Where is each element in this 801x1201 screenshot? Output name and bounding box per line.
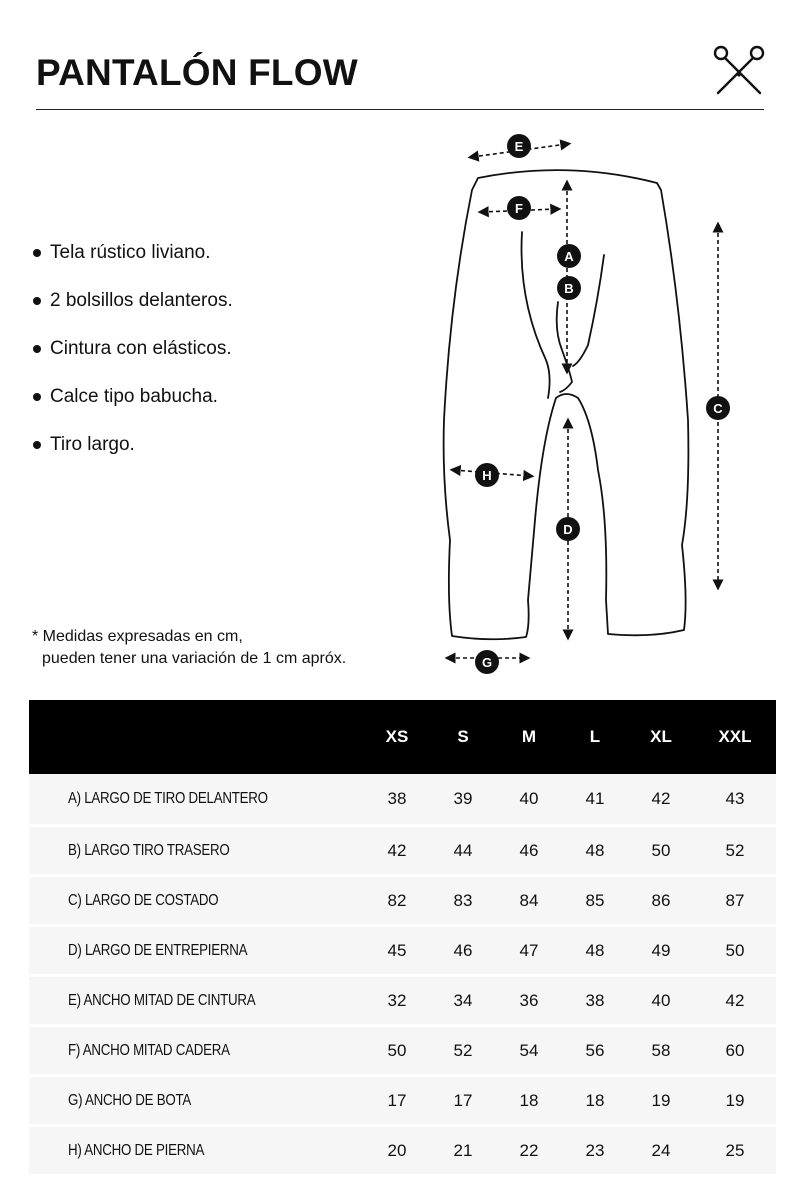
table-cell: 50 [364, 1026, 430, 1076]
svg-text:E: E [514, 139, 524, 154]
row-label: H) ANCHO DE PIERNA [29, 1126, 364, 1175]
table-cell: 49 [628, 926, 694, 976]
dimension-label-a [557, 244, 581, 268]
dimension-label-c [706, 396, 730, 420]
size-table [29, 700, 776, 1174]
table-row [29, 1076, 776, 1126]
size-header-row [29, 700, 776, 774]
header-size-l: L [562, 700, 628, 774]
table-cell: 17 [430, 1076, 496, 1126]
table-cell: 19 [694, 1076, 776, 1126]
pants-diagram [430, 128, 760, 680]
table-cell: 39 [430, 774, 496, 826]
scissors-icon [712, 44, 766, 96]
table-cell: 40 [496, 774, 562, 826]
table-cell: 41 [562, 774, 628, 826]
row-label: C) LARGO DE COSTADO [29, 876, 364, 926]
table-cell: 20 [364, 1126, 430, 1175]
table-cell: 82 [364, 876, 430, 926]
table-cell: 56 [562, 1026, 628, 1076]
table-cell: 17 [364, 1076, 430, 1126]
table-cell: 42 [694, 976, 776, 1026]
table-cell: 43 [694, 774, 776, 826]
feature-item: Tiro largo. [30, 432, 233, 480]
table-cell: 85 [562, 876, 628, 926]
table-cell: 32 [364, 976, 430, 1026]
table-row [29, 1126, 776, 1175]
table-cell: 52 [430, 1026, 496, 1076]
svg-text:F: F [515, 201, 523, 216]
dimension-label-d [556, 517, 580, 541]
table-row [29, 1026, 776, 1076]
page-title: PANTALÓN FLOW [36, 52, 358, 93]
row-label: E) ANCHO MITAD DE CINTURA [29, 976, 364, 1026]
row-label: G) ANCHO DE BOTA [29, 1076, 364, 1126]
header-size-xxl: XXL [694, 700, 776, 774]
table-cell: 44 [430, 826, 496, 876]
header-size-xs: XS [364, 700, 430, 774]
table-cell: 50 [628, 826, 694, 876]
table-row [29, 774, 776, 826]
note-line-1: * Medidas expresadas en cm, [32, 628, 243, 645]
table-cell: 21 [430, 1126, 496, 1175]
svg-text:D: D [563, 522, 573, 537]
table-cell: 23 [562, 1126, 628, 1175]
table-cell: 48 [562, 826, 628, 876]
table-cell: 58 [628, 1026, 694, 1076]
svg-text:H: H [482, 468, 492, 483]
header-divider [36, 109, 764, 110]
table-cell: 87 [694, 876, 776, 926]
feature-item: Tela rústico liviano. [30, 240, 233, 288]
table-cell: 36 [496, 976, 562, 1026]
header-size-s: S [430, 700, 496, 774]
table-cell: 84 [496, 876, 562, 926]
table-cell: 52 [694, 826, 776, 876]
table-cell: 47 [496, 926, 562, 976]
table-cell: 38 [562, 976, 628, 1026]
header-blank [29, 700, 364, 774]
measurement-note [32, 626, 346, 670]
svg-text:A: A [564, 249, 574, 264]
feature-item: Calce tipo babucha. [30, 384, 233, 432]
table-cell: 46 [430, 926, 496, 976]
dimension-label-f [507, 196, 531, 220]
row-label: F) ANCHO MITAD CADERA [29, 1026, 364, 1076]
table-cell: 40 [628, 976, 694, 1026]
table-cell: 19 [628, 1076, 694, 1126]
pants-outline [444, 170, 689, 639]
table-cell: 25 [694, 1126, 776, 1175]
header-size-m: M [496, 700, 562, 774]
note-line-2: pueden tener una variación de 1 cm apróx. [42, 650, 347, 667]
table-cell: 45 [364, 926, 430, 976]
table-row [29, 876, 776, 926]
table-cell: 34 [430, 976, 496, 1026]
table-cell: 18 [562, 1076, 628, 1126]
feature-item: Cintura con elásticos. [30, 336, 233, 384]
table-cell: 42 [628, 774, 694, 826]
row-label: D) LARGO DE ENTREPIERNA [29, 926, 364, 976]
table-cell: 83 [430, 876, 496, 926]
svg-text:G: G [481, 655, 493, 670]
table-cell: 18 [496, 1076, 562, 1126]
dimension-label-b [557, 276, 581, 300]
row-label: B) LARGO TIRO TRASERO [29, 826, 364, 876]
row-label: A) LARGO DE TIRO DELANTERO [29, 774, 364, 826]
feature-list [30, 240, 233, 480]
table-row [29, 926, 776, 976]
dimension-label-g [475, 650, 499, 674]
table-cell: 22 [496, 1126, 562, 1175]
table-cell: 46 [496, 826, 562, 876]
table-row [29, 976, 776, 1026]
svg-text:B: B [564, 281, 574, 296]
dimension-label-e [507, 134, 531, 158]
table-cell: 86 [628, 876, 694, 926]
header-size-xl: XL [628, 700, 694, 774]
table-cell: 42 [364, 826, 430, 876]
table-row [29, 826, 776, 876]
table-cell: 60 [694, 1026, 776, 1076]
table-cell: 48 [562, 926, 628, 976]
feature-item: 2 bolsillos delanteros. [30, 288, 233, 336]
table-cell: 38 [364, 774, 430, 826]
table-cell: 54 [496, 1026, 562, 1076]
dimension-label-h [475, 463, 499, 487]
table-cell: 50 [694, 926, 776, 976]
svg-text:C: C [713, 401, 723, 416]
table-cell: 24 [628, 1126, 694, 1175]
